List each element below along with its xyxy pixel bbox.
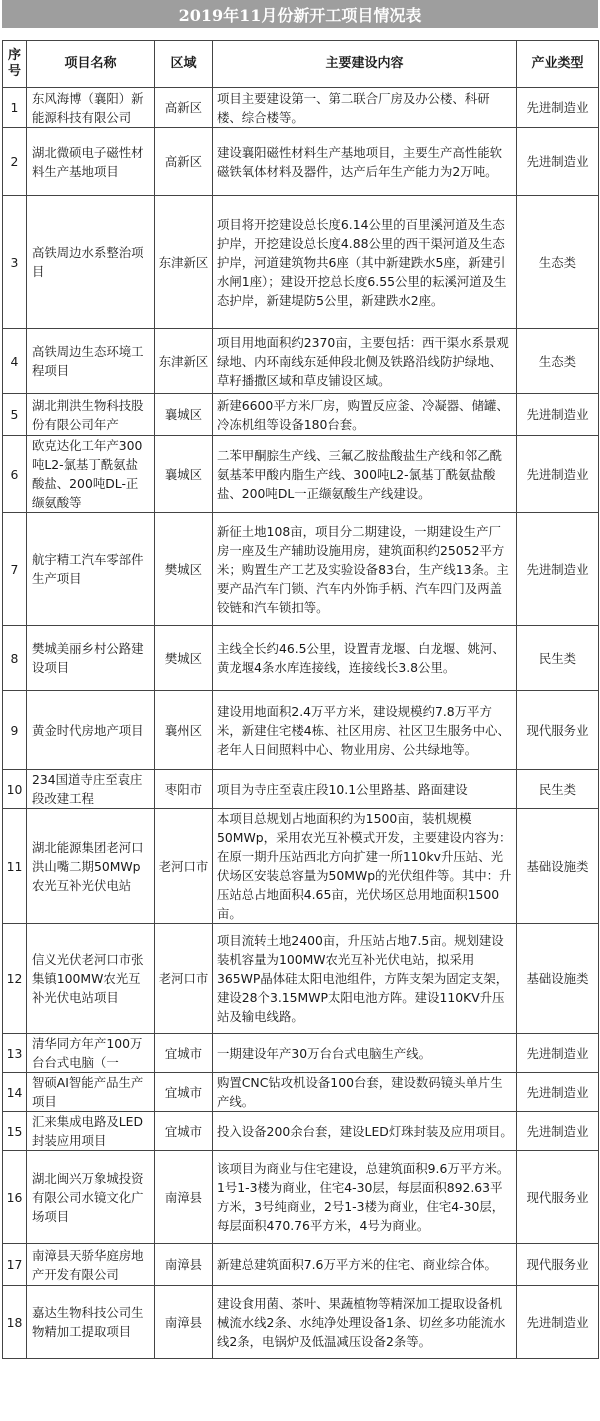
- header-industry: 产业类型: [517, 41, 599, 88]
- cell-content: 该项目为商业与住宅建设，总建筑面积9.6万平方米。1号1-3楼为商业，住宅4-30层，每层面积892.63平方米，3号纯商业，2号1-3楼为商业，住宅4-30层，每层面积470.76平方米，4号为商业。: [213, 1151, 517, 1244]
- table-row: [3, 436, 599, 513]
- cell-industry: 基础设施类: [517, 924, 599, 1034]
- cell-industry: 先进制造业: [517, 513, 599, 626]
- cell-district: 高新区: [155, 128, 213, 196]
- table-row: [3, 1034, 599, 1073]
- header-name: 项目名称: [27, 41, 155, 88]
- table-body: [3, 88, 599, 1359]
- cell-index: 4: [3, 329, 27, 394]
- cell-project-name: 湖北微硕电子磁性材料生产基地项目: [27, 128, 155, 196]
- cell-industry: 先进制造业: [517, 88, 599, 128]
- cell-district: 南漳县: [155, 1244, 213, 1286]
- cell-district: 老河口市: [155, 809, 213, 924]
- cell-project-name: 清华同方年产100万台台式电脑（一: [27, 1034, 155, 1073]
- cell-index: 10: [3, 770, 27, 809]
- cell-district: 高新区: [155, 88, 213, 128]
- cell-district: 樊城区: [155, 513, 213, 626]
- table-row: [3, 329, 599, 394]
- cell-content: 建设用地面积2.4万平方米，建设规模约7.8万平方米，新建住宅楼4栋、社区用房、社区卫生服务中心、老年人日间照料中心、物业用房、公共绿地等。: [213, 691, 517, 770]
- cell-district: 南漳县: [155, 1151, 213, 1244]
- cell-content: 二苯甲酮腙生产线、三氟乙胺盐酸盐生产线和邻乙酰氨基苯甲酸内脂生产线、300吨L2-氯基丁酰氨盐酸盐、200吨DL一正缬氨酸生产线建设。: [213, 436, 517, 513]
- cell-project-name: 智硕AI智能产品生产项目: [27, 1073, 155, 1112]
- cell-index: 18: [3, 1286, 27, 1359]
- table-row: [3, 770, 599, 809]
- cell-project-name: 高铁周边生态环境工程项目: [27, 329, 155, 394]
- projects-table: [2, 40, 599, 1359]
- table-row: [3, 626, 599, 691]
- cell-project-name: 南漳县天骄华庭房地产开发有限公司: [27, 1244, 155, 1286]
- cell-content: 建设襄阳磁性材料生产基地项目，主要生产高性能软磁铁氧体材料及器件，达产后年生产能力为2万吨。: [213, 128, 517, 196]
- cell-project-name: 234国道寺庄至袁庄段改建工程: [27, 770, 155, 809]
- cell-index: 17: [3, 1244, 27, 1286]
- table-row: [3, 1073, 599, 1112]
- cell-index: 11: [3, 809, 27, 924]
- cell-content: 新建总建筑面积7.6万平方米的住宅、商业综合体。: [213, 1244, 517, 1286]
- cell-index: 16: [3, 1151, 27, 1244]
- cell-district: 宜城市: [155, 1112, 213, 1151]
- cell-industry: 民生类: [517, 626, 599, 691]
- cell-district: 东津新区: [155, 196, 213, 329]
- cell-industry: 基础设施类: [517, 809, 599, 924]
- cell-project-name: 黄金时代房地产项目: [27, 691, 155, 770]
- cell-content: 本项目总规划占地面积约为1500亩，装机规模50MWp，采用农光互补模式开发，主要建设内容为：在原一期升压站西北方向扩建一所110kv升压站、光伏场区安装总容量为50MWp的光伏组件等。其中：升压站总占地面积4.65亩，光伏场区总用地面积1500亩。: [213, 809, 517, 924]
- cell-index: 3: [3, 196, 27, 329]
- cell-content: 购置CNC钻攻机设备100台套，建设数码镜头单片生产线。: [213, 1073, 517, 1112]
- cell-industry: 先进制造业: [517, 394, 599, 436]
- table-row: [3, 88, 599, 128]
- cell-industry: 先进制造业: [517, 128, 599, 196]
- cell-content: 项目用地面积约2370亩，主要包括：西干渠水系景观绿地、内环南线东延伸段北侧及铁路沿线防护绿地、草籽播撒区域和草皮铺设区域。: [213, 329, 517, 394]
- cell-industry: 生态类: [517, 329, 599, 394]
- cell-content: 主线全长约46.5公里，设置青龙堰、白龙堰、姚河、黄龙堰4条水库连接线，连接线长3.8公里。: [213, 626, 517, 691]
- cell-index: 5: [3, 394, 27, 436]
- table-row: [3, 128, 599, 196]
- table-row: [3, 924, 599, 1034]
- cell-district: 宜城市: [155, 1073, 213, 1112]
- cell-content: 建设食用菌、茶叶、果蔬植物等精深加工提取设备机械流水线2条、水纯净处理设备1条、切丝多功能流水线2条，电锅炉及低温减压设备2条等。: [213, 1286, 517, 1359]
- cell-content: 投入设备200余台套，建设LED灯珠封装及应用项目。: [213, 1112, 517, 1151]
- table-row: [3, 691, 599, 770]
- table-row: [3, 809, 599, 924]
- header-content: 主要建设内容: [213, 41, 517, 88]
- cell-index: 6: [3, 436, 27, 513]
- cell-index: 2: [3, 128, 27, 196]
- table-row: [3, 394, 599, 436]
- table-row: [3, 513, 599, 626]
- cell-content: 项目主要建设第一、第二联合厂房及办公楼、科研楼、综合楼等。: [213, 88, 517, 128]
- cell-project-name: 东风海博（襄阳）新能源科技有限公司: [27, 88, 155, 128]
- cell-project-name: 高铁周边水系整治项目: [27, 196, 155, 329]
- header-row: [3, 41, 599, 88]
- cell-district: 樊城区: [155, 626, 213, 691]
- cell-index: 8: [3, 626, 27, 691]
- cell-index: 7: [3, 513, 27, 626]
- cell-industry: 现代服务业: [517, 691, 599, 770]
- cell-index: 14: [3, 1073, 27, 1112]
- cell-district: 南漳县: [155, 1286, 213, 1359]
- cell-content: 项目为寺庄至袁庄段10.1公里路基、路面建设: [213, 770, 517, 809]
- cell-industry: 先进制造业: [517, 1073, 599, 1112]
- cell-content: 一期建设年产30万台台式电脑生产线。: [213, 1034, 517, 1073]
- cell-index: 13: [3, 1034, 27, 1073]
- cell-industry: 现代服务业: [517, 1244, 599, 1286]
- cell-content: 新征土地108亩，项目分二期建设，一期建设生产厂房一座及生产辅助设施用房，建筑面积约25052平方米；购置生产工艺及实验设备83台，生产线13条。主要产品汽车门锁、汽车内外饰手柄、汽车四门及两盖铰链和汽车锁扣等。: [213, 513, 517, 626]
- cell-industry: 先进制造业: [517, 1112, 599, 1151]
- cell-project-name: 汇来集成电路及LED封装应用项目: [27, 1112, 155, 1151]
- cell-project-name: 嘉达生物科技公司生物精加工提取项目: [27, 1286, 155, 1359]
- cell-industry: 民生类: [517, 770, 599, 809]
- table-title: 2019年11月份新开工项目情况表: [2, 0, 598, 28]
- cell-industry: 先进制造业: [517, 1286, 599, 1359]
- cell-district: 宜城市: [155, 1034, 213, 1073]
- cell-project-name: 信义光伏老河口市张集镇100MW农光互补光伏电站项目: [27, 924, 155, 1034]
- cell-district: 襄州区: [155, 691, 213, 770]
- cell-project-name: 湖北荆洪生物科技股份有限公司年产: [27, 394, 155, 436]
- cell-index: 12: [3, 924, 27, 1034]
- table-row: [3, 1286, 599, 1359]
- cell-district: 老河口市: [155, 924, 213, 1034]
- cell-industry: 生态类: [517, 196, 599, 329]
- table-row: [3, 1112, 599, 1151]
- header-district: 区域: [155, 41, 213, 88]
- cell-index: 9: [3, 691, 27, 770]
- table-row: [3, 1151, 599, 1244]
- cell-industry: 先进制造业: [517, 1034, 599, 1073]
- table-row: [3, 196, 599, 329]
- cell-project-name: 樊城美丽乡村公路建设项目: [27, 626, 155, 691]
- cell-content: 项目流转土地2400亩，升压站占地7.5亩。规划建设装机容量为100MW农光互补光伏电站，拟采用365WP晶体硅太阳电池组件，方阵支架为固定支架，建设28个3.15MWP太阳电池方阵。建设110KV升压站及输电线路。: [213, 924, 517, 1034]
- header-index: 序号: [3, 41, 27, 88]
- cell-index: 1: [3, 88, 27, 128]
- cell-district: 枣阳市: [155, 770, 213, 809]
- cell-index: 15: [3, 1112, 27, 1151]
- cell-project-name: 航宇精工汽车零部件生产项目: [27, 513, 155, 626]
- cell-content: 新建6600平方米厂房，购置反应釜、冷凝器、储罐、冷冻机组等设备180台套。: [213, 394, 517, 436]
- cell-industry: 现代服务业: [517, 1151, 599, 1244]
- table-row: [3, 1244, 599, 1286]
- cell-district: 襄城区: [155, 394, 213, 436]
- cell-district: 襄城区: [155, 436, 213, 513]
- cell-project-name: 湖北能源集团老河口洪山嘴二期50MWp农光互补光伏电站: [27, 809, 155, 924]
- cell-project-name: 湖北闽兴万象城投资有限公司水镜文化广场项目: [27, 1151, 155, 1244]
- cell-project-name: 欧克达化工年产300吨L2-氯基丁酰氨盐酸盐、200吨DL-正缬氨酸等: [27, 436, 155, 513]
- cell-district: 东津新区: [155, 329, 213, 394]
- cell-industry: 先进制造业: [517, 436, 599, 513]
- cell-content: 项目将开挖建设总长度6.14公里的百里溪河道及生态护岸，开挖建设总长度4.88公里的西干渠河道及生态护岸，河道建筑物共6座（其中新建跌水5座，新建引水闸1座）；建设开挖总长度6.55公里的耘溪河道及生态护岸，新建堤防5公里，新建跌水2座。: [213, 196, 517, 329]
